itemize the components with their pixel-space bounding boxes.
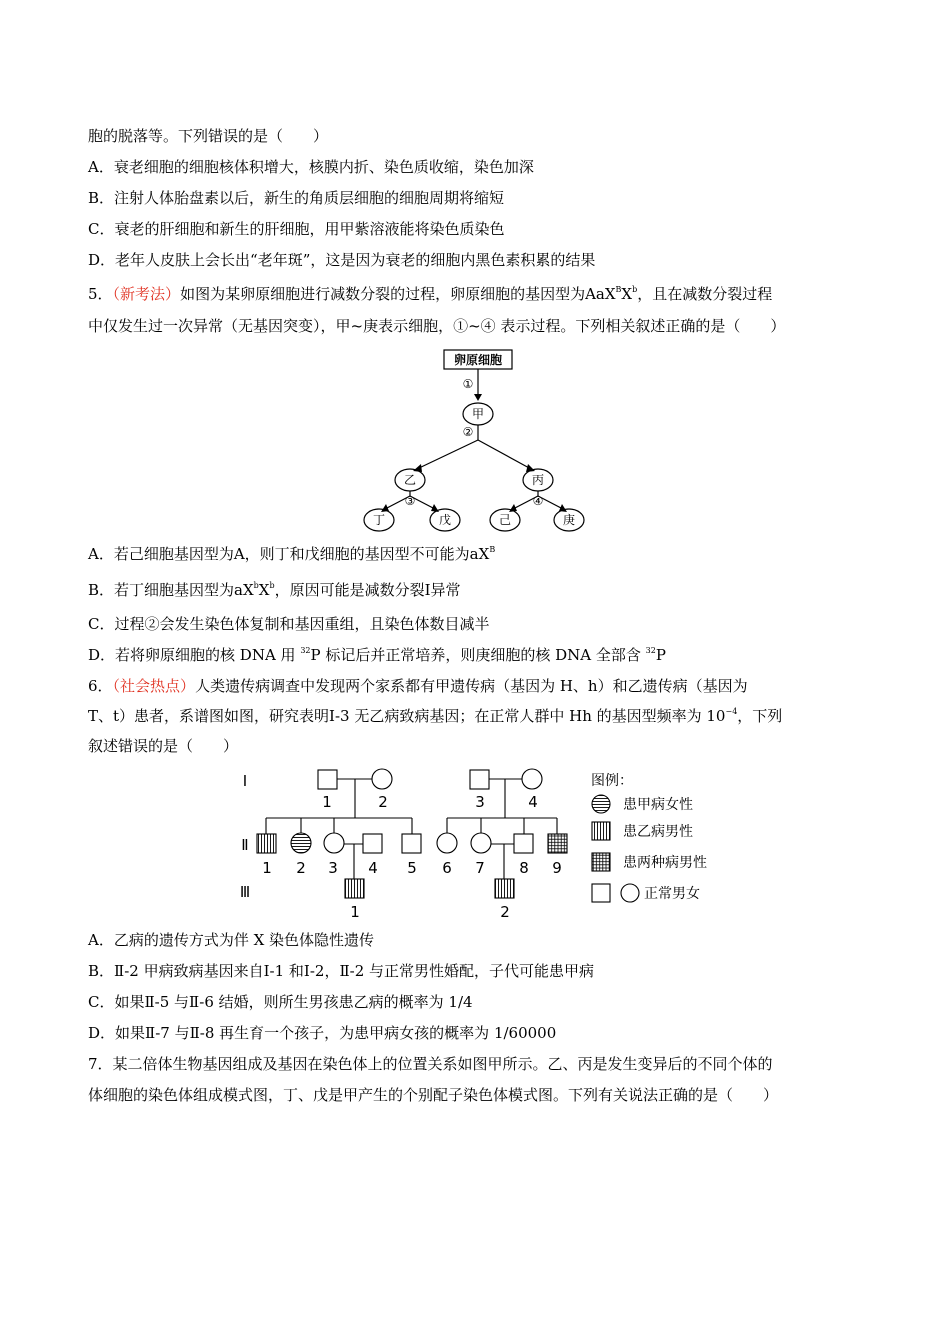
stem-text: 叙述错误的是（ ）: [88, 737, 239, 755]
q5-option-a: [88, 544, 495, 564]
q4-option-b: [88, 188, 504, 208]
option-letter: C．: [88, 993, 115, 1011]
individual-number: 7: [475, 859, 485, 877]
q6-stem-line1: [88, 676, 748, 696]
q5-stem-line2: [88, 316, 785, 336]
stem-text: ，且在减数分裂过程: [637, 285, 773, 303]
legend-normal-male-icon: [592, 884, 610, 902]
pedigree-i1-male: [318, 770, 337, 789]
option-text: 老年人皮肤上会长出“老年斑”，这是因为衰老的细胞内黑色素积累的结果: [115, 251, 596, 269]
q6-option-a: [88, 930, 374, 950]
stem-text: 体细胞的染色体组成模式图，丁、戊是甲产生的个别配子染色体模式图。下列有关说法正确的是（ ）: [88, 1086, 779, 1104]
option-text: 衰老细胞的细胞核体积增大，核膜内折、染色质收缩，染色加深: [113, 158, 534, 176]
pedigree-ii8-male: [514, 834, 533, 853]
option-text: X: [258, 581, 270, 599]
cell-label: 丙: [531, 473, 545, 487]
superscript: 32: [300, 646, 311, 655]
stem-text: X: [621, 285, 633, 303]
individual-number: 4: [368, 859, 378, 877]
pedigree-ii4-male: [363, 834, 382, 853]
option-text: 若将卵原细胞的核 DNA 用: [115, 646, 301, 664]
option-letter: D．: [88, 251, 116, 269]
pedigree-i3-male: [470, 770, 489, 789]
pedigree-ii1-male-disease-b: [257, 834, 276, 853]
cell-label: 甲: [471, 407, 485, 421]
option-text: 乙病的遗传方式为伴 X 染色体隐性遗传: [113, 931, 375, 949]
stem-text: 人类遗传病调查中发现两个家系都有甲遗传病（基因为 H、h）和乙遗传病（基因为: [195, 677, 748, 695]
stem-text: ，下列: [737, 707, 783, 725]
option-text: Ⅱ-2 甲病致病基因来自Ⅰ-1 和Ⅰ-2，Ⅱ-2 与正常男性婚配，子代可能患甲病: [114, 962, 595, 980]
option-text: 过程②会发生染色体复制和基因重组，且染色体数目减半: [114, 615, 490, 633]
option-letter: B．: [88, 962, 115, 980]
superscript: 32: [645, 646, 656, 655]
stem-text: 如图为某卵原细胞进行减数分裂的过程，卵原细胞的基因型为AaX: [180, 285, 616, 303]
q5-option-d: [88, 645, 666, 665]
option-letter: A．: [88, 931, 114, 949]
q6-option-d: [88, 1023, 556, 1043]
option-letter: B．: [88, 581, 115, 599]
legend-label: 正常男女: [644, 886, 700, 902]
option-text: P 标记后并正常培养，则庚细胞的核 DNA 全部含: [310, 646, 646, 664]
q6-stem-line2: [88, 706, 782, 726]
legend-label: 患两种病男性: [623, 855, 707, 871]
pedigree-ii7-female: [471, 833, 491, 853]
question-tag: （社会热点）: [112, 677, 196, 695]
pedigree-iii2-male-disease-b: [495, 879, 514, 898]
superscript: −4: [725, 707, 738, 716]
option-text: 衰老的肝细胞和新生的肝细胞，用甲紫溶液能将染色质染色: [114, 220, 505, 238]
superscript: B: [615, 285, 622, 294]
individual-number: 1: [350, 903, 360, 921]
pedigree-ii5-male: [402, 834, 421, 853]
q6-option-b: [88, 961, 594, 981]
meiosis-flow-diagram: [355, 348, 595, 534]
q6-stem-line3: [88, 736, 238, 756]
question-number: 6．: [88, 677, 113, 695]
pedigree-ii9-male-both-diseases: [548, 834, 567, 853]
q4-option-d: [88, 250, 595, 270]
option-letter: A．: [88, 158, 114, 176]
pedigree-ii2-female-disease-a: [291, 833, 311, 853]
q4-option-c: [88, 219, 505, 239]
legend-disease-a-female-icon: [592, 795, 610, 813]
question-number: 5．: [88, 285, 113, 303]
superscript: b: [269, 581, 275, 590]
generation-label: Ⅲ: [239, 883, 251, 901]
individual-number: 5: [407, 859, 417, 877]
q5-stem-line1: [88, 284, 772, 304]
individual-number: 6: [442, 859, 452, 877]
pedigree-ii6-female: [437, 833, 457, 853]
pedigree-chart: [230, 764, 730, 924]
cell-label: 庚: [562, 513, 576, 527]
individual-number: 2: [296, 859, 306, 877]
question-tag: （新考法）: [112, 285, 181, 303]
individual-number: 2: [378, 793, 388, 811]
individual-number: 2: [500, 903, 510, 921]
legend-title: 图例：: [591, 773, 633, 789]
individual-number: 8: [519, 859, 529, 877]
legend-label: 患乙病男性: [623, 824, 693, 840]
legend-disease-b-male-icon: [592, 822, 610, 840]
individual-number: 3: [475, 793, 485, 811]
option-text: 注射人体胎盘素以后，新生的角质层细胞的细胞周期将缩短: [114, 189, 505, 207]
pedigree-i4-female: [522, 769, 542, 789]
option-letter: D．: [88, 1024, 116, 1042]
legend-label: 患甲病女性: [623, 797, 693, 813]
intro-line: [88, 126, 328, 146]
cell-label: 己: [498, 513, 512, 527]
pedigree-ii3-female: [324, 833, 344, 853]
q7-stem-line1: [88, 1054, 773, 1074]
option-text: P: [655, 646, 666, 664]
superscript: b: [253, 581, 259, 590]
option-letter: B．: [88, 189, 115, 207]
option-letter: C．: [88, 220, 115, 238]
individual-number: 4: [528, 793, 538, 811]
q7-stem-line2: [88, 1085, 778, 1105]
generation-label: Ⅰ: [242, 772, 248, 790]
option-letter: A．: [88, 545, 114, 563]
option-letter: D．: [88, 646, 116, 664]
option-letter: C．: [88, 615, 115, 633]
superscript: B: [489, 545, 496, 554]
legend-both-diseases-male-icon: [592, 853, 610, 871]
q4-option-a: [88, 157, 534, 177]
individual-number: 1: [322, 793, 332, 811]
cell-label: 戊: [438, 513, 452, 527]
option-text: ，原因可能是减数分裂Ⅰ异常: [274, 581, 461, 599]
option-text: 若丁细胞基因型为aX: [114, 581, 254, 599]
step-label: ④: [532, 494, 544, 508]
question-number: 7．: [88, 1055, 113, 1073]
cell-label: 丁: [372, 513, 386, 527]
q6-option-c: [88, 992, 473, 1012]
individual-number: 1: [262, 859, 272, 877]
q5-option-b: [88, 580, 461, 600]
q5-option-c: [88, 614, 490, 634]
option-text: 若己细胞基因型为A，则丁和戊细胞的基因型不可能为aX: [113, 545, 490, 563]
option-text: 如果Ⅱ-5 与Ⅱ-6 结婚，则所生男孩患乙病的概率为 1/4: [114, 993, 473, 1011]
step-label: ①: [462, 377, 474, 391]
individual-number: 9: [552, 859, 562, 877]
intro-text: 胞的脱落等。下列错误的是（ ）: [88, 127, 329, 145]
step-label: ②: [462, 425, 474, 439]
pedigree-i2-female: [372, 769, 392, 789]
stem-text: 某二倍体生物基因组成及基因在染色体上的位置关系如图甲所示。乙、丙是发生变异后的不同个体的: [112, 1055, 773, 1073]
oogonium-label: 卵原细胞: [453, 353, 503, 367]
stem-text: T、t）患者，系谱图如图，研究表明Ⅰ-3 无乙病致病基因；在正常人群中 Hh 的基因型频率为 10: [88, 707, 726, 725]
pedigree-iii1-male-disease-b: [345, 879, 364, 898]
superscript: b: [632, 285, 638, 294]
individual-number: 3: [328, 859, 338, 877]
step-label: ③: [404, 494, 416, 508]
cell-label: 乙: [403, 473, 417, 487]
generation-label: Ⅱ: [241, 836, 249, 854]
legend-normal-female-icon: [621, 884, 639, 902]
option-text: 如果Ⅱ-7 与Ⅱ-8 再生育一个孩子，为患甲病女孩的概率为 1/60000: [115, 1024, 557, 1042]
stem-text: 中仅发生过一次异常（无基因突变），甲~庚表示细胞，①~④ 表示过程。下列相关叙述正确的是（ ）: [88, 317, 786, 335]
